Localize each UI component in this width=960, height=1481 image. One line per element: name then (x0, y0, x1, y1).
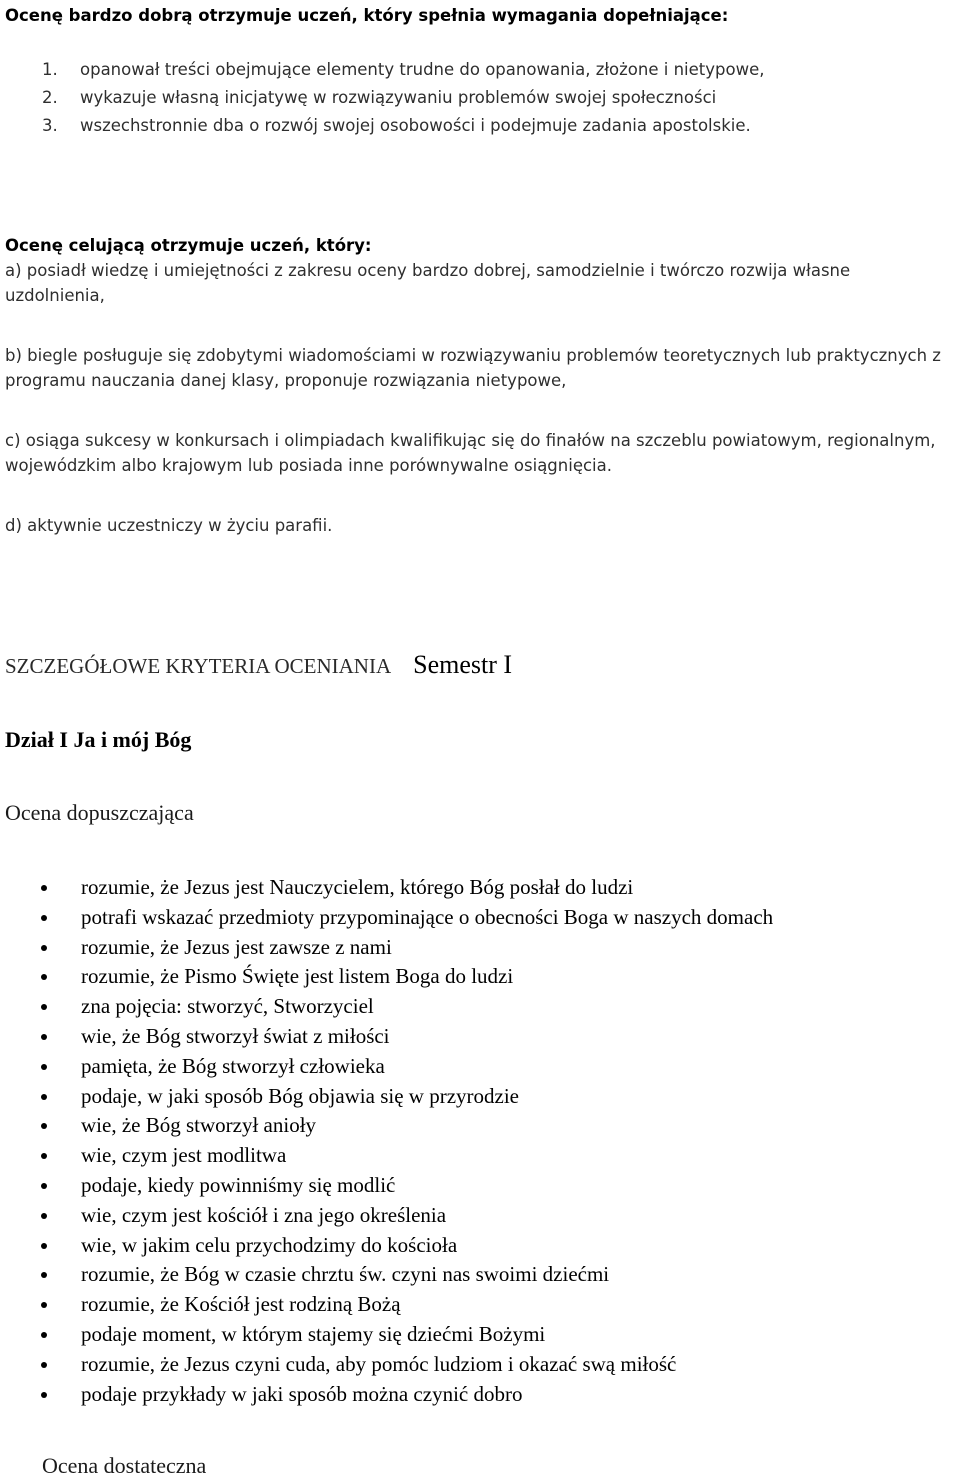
excellent-heading: Ocenę celującą otrzymuje uczeń, który: (5, 236, 372, 255)
list-item-text: rozumie, że Pismo Święte jest listem Boga do ludzi (81, 964, 514, 989)
bullet-dot-icon (41, 1213, 47, 1219)
list-item-text: zna pojęcia: stworzyć, Stworzyciel (81, 994, 374, 1019)
bullet-dot-icon (41, 1183, 47, 1189)
bullet-dot-icon (41, 1302, 47, 1308)
list-item-text: wie, w jakim celu przychodzimy do kościoła (81, 1232, 458, 1257)
list-item-text: podaje moment, w którym stajemy się dziećmi Bożymi (81, 1321, 546, 1346)
bullet-dot-icon (41, 1272, 47, 1278)
list-item-text: podaje, w jaki sposób Bóg objawia się w przyrodzie (81, 1083, 519, 1108)
excellent-criterion-c: c) osiąga sukcesy w konkursach i olimpiadach kwalifikując się do finałów na szczeblu powiatowym, regionalnym, wojewódzkim albo krajowym lub posiada inne porównywalne osiągnięcia. (5, 431, 936, 475)
list-item-text: podaje przykłady w jaki sposób można czynić dobro (81, 1381, 523, 1406)
bullet-dot-icon (41, 1332, 47, 1338)
list-item-text: potrafi wskazać przedmioty przypominające o obecności Boga w naszych domach (81, 904, 774, 929)
bullet-dot-icon (41, 1094, 47, 1100)
list-item-text: wie, że Bóg stworzył anioły (81, 1113, 317, 1138)
semester-label: Semestr I (413, 650, 513, 679)
bullet-dot-icon (41, 1243, 47, 1249)
bullet-dot-icon (41, 1123, 47, 1129)
list-item-text: wie, czym jest kościół i zna jego określenia (81, 1202, 447, 1227)
bullet-dot-icon (41, 1034, 47, 1040)
very-good-heading: Ocenę bardzo dobrą otrzymuje uczeń, który spełnia wymagania dopełniające: (5, 6, 729, 25)
list-item-text: wie, czym jest modlitwa (81, 1143, 287, 1168)
list-item-text: opanował treści obejmujące elementy trudne do opanowania, złożone i nietypowe, (80, 60, 765, 79)
list-item-text: rozumie, że Jezus jest zawsze z nami (81, 934, 392, 959)
excellent-criterion-a: a) posiadł wiedzę i umiejętności z zakresu oceny bardzo dobrej, samodzielnie i twórczo rozwija własne uzdolnienia, (5, 261, 851, 305)
list-item-number: 2. (42, 88, 58, 107)
bullet-dot-icon (41, 1362, 47, 1368)
bullet-dot-icon (41, 974, 47, 980)
list-item-text: rozumie, że Bóg w czasie chrztu św. czyni nas swoimi dziećmi (81, 1262, 610, 1287)
list-item-text: podaje, kiedy powinniśmy się modlić (81, 1172, 396, 1197)
list-item-text: rozumie, że Jezus jest Nauczycielem, którego Bóg posłał do ludzi (81, 875, 634, 899)
list-item-text: rozumie, że Kościół jest rodziną Bożą (81, 1292, 401, 1317)
list-item-text: wszechstronnie dba o rozwój swojej osobowości i podejmuje zadania apostolskie. (80, 116, 751, 135)
excellent-criterion-b: b) biegle posługuje się zdobytymi wiadomościami w rozwiązywaniu problemów teoretycznych lub praktycznych z programu nauczania danej klasy, proponuje rozwiązania nietypowe, (5, 346, 941, 390)
bullet-dot-icon (41, 945, 47, 951)
list-item-text: wie, że Bóg stworzył świat z miłości (81, 1023, 390, 1048)
criteria-title-text: SZCZEGÓŁOWE KRYTERIA OCENIANIA (5, 654, 392, 678)
list-item-number: 1. (42, 60, 58, 79)
list-item-text: rozumie, że Jezus czyni cuda, aby pomóc ludziom i okazać swą miłość (81, 1351, 677, 1376)
section-title: Dział I Ja i mój Bóg (5, 727, 192, 752)
grade-heading-sufficient: Ocena dopuszczająca (5, 800, 194, 825)
grade-heading-satisfactory: Ocena dostateczna (42, 1453, 207, 1478)
bullet-dot-icon (41, 1392, 47, 1398)
criteria-title (5, 650, 512, 680)
bullet-dot-icon (41, 915, 47, 921)
excellent-criterion-d: d) aktywnie uczestniczy w życiu parafii. (5, 516, 333, 535)
list-item-number: 3. (42, 116, 58, 135)
bullet-dot-icon (41, 885, 47, 891)
bullet-dot-icon (41, 1153, 47, 1159)
list-item-text: pamięta, że Bóg stworzył człowieka (81, 1053, 385, 1078)
list-item-text: wykazuje własną inicjatywę w rozwiązywaniu problemów swojej społeczności (80, 88, 717, 107)
bullet-dot-icon (41, 1004, 47, 1010)
bullet-dot-icon (41, 1064, 47, 1070)
